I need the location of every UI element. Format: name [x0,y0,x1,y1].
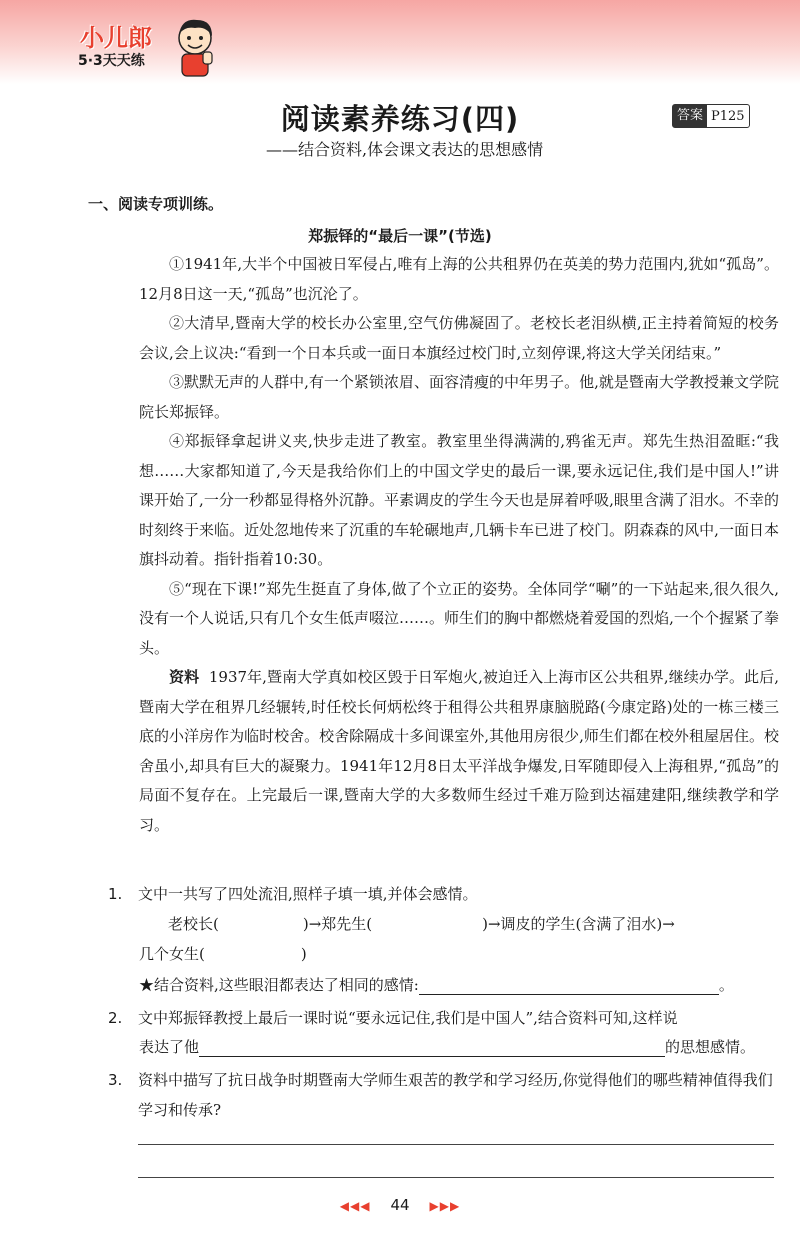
material-paragraph [139,663,779,840]
page-number: 44 [390,1196,410,1214]
page-subtitle: ——结合资料,体会课文表达的思想感情 [266,140,544,159]
question-1-text: 文中一共写了四处流泪,照样子填一填,并体会感情。 [138,885,478,903]
question-2-number: 2. [108,1009,123,1027]
answer-label: 答案 [673,105,707,127]
q2-fill-row [139,1036,755,1057]
q3-answer-line-1[interactable] [138,1144,774,1145]
article-body [139,250,779,840]
q2-line-end: 的思想感情。 [665,1038,756,1056]
question-3-number: 3. [108,1071,123,1089]
paragraph-1: ①1941年,大半个中国被日军侵占,唯有上海的公共租界仍在英美的势力范围内,犹如“孤岛”。12月8日这一天,“孤岛”也沉沦了。 [139,255,779,303]
q1-old-principal-label: 老校长( [168,915,219,933]
question-2-text: 文中郑振铎教授上最后一课时说“要永远记住,我们是中国人”,结合资料可知,这样说 [138,1009,678,1027]
q1-girls-label: 几个女生( [139,945,205,963]
question-1 [108,880,778,910]
q1-fill-row-1 [168,913,675,934]
material-label: 资料 [169,668,200,686]
answer-reference [672,104,750,128]
paragraph-3: ③默默无声的人群中,有一个紧锁浓眉、面容清瘦的中年男子。他,就是暨南大学教授兼文学院院长郑振铎。 [139,373,779,421]
paragraph-2: ②大清早,暨南大学的校长办公室里,空气仿佛凝固了。老校长老泪纵横,正主持着简短的校务会议,会上议决:“看到一个日本兵或一面日本旗经过校门时,立刻停课,将这大学关闭结束。” [139,314,779,362]
q2-blank[interactable] [199,1038,665,1057]
q1-star-blank[interactable] [419,976,719,995]
answer-page: P125 [711,108,745,124]
q1-fill-row-2 [139,943,307,964]
material-text: 1937年,暨南大学真如校区毁于日军炮火,被迫迁入上海市区公共租界,继续办学。此后,暨南大学在租界几经辗转,时任校长何炳松终于租得公共租界康脑脱路(今康定路)处的一栋三楼三底的小洋房作为临时校舍。校舍除隔成十多间课室外,其他用房很少,师生们都在校外租屋居住。校舍虽小,却具有巨大的凝聚力。1941年12月8日太平洋战争爆发,日军随即侵入上海租界,“孤岛”的局面不复存在。上完最后一课,暨南大学的大多数师生经过千难万险到达福建建阳,继续教学和学习。 [139,668,779,834]
page-title: 阅读素养练习(四) [280,102,520,136]
q1-girls-close: ) [300,945,307,963]
paragraph-4: ④郑振铎拿起讲义夹,快步走进了教室。教室里坐得满满的,鸦雀无声。郑先生热泪盈眶:“我想……大家都知道了,今天是我给你们上的中国文学史的最后一课,要永远记住,我们是中国人!”讲课开始了,一分一秒都显得格外沉静。平素调皮的学生今天也是屏着呼吸,眼里含满了泪水。不幸的时刻终于来临。近处忽地传来了沉重的车轮碾地声,几辆卡车已进了校门。阴森森的风中,一面日本旗抖动着。指针指着10:30。 [139,432,779,568]
logo-text: 小儿郎 [80,24,152,52]
q1-star-row [139,974,734,995]
question-2 [108,1004,778,1034]
question-3 [108,1066,778,1125]
right-arrows-icon: ▶▶▶ [429,1199,461,1213]
q1-students-label: )→调皮的学生(含满了泪水)→ [482,915,675,933]
q1-star-end: 。 [718,976,734,994]
brand-logo [74,14,224,84]
section-heading: 一、阅读专项训练。 [88,195,224,213]
page-footer [0,1196,800,1214]
question-3-text: 资料中描写了抗日战争时期暨南大学师生艰苦的教学和学习经历,你觉得他们的哪些精神值得我们学习和传承? [138,1071,773,1119]
q1-star-text: ★结合资料,这些眼泪都表达了相同的感情: [139,976,419,994]
logo-subtitle: 5·3天天练 [78,53,145,69]
q1-mr-zheng-label: )→郑先生( [302,915,373,933]
left-arrows-icon: ◀◀◀ [339,1199,371,1213]
mascot-boy-icon [170,14,220,78]
q2-line-start: 表达了他 [139,1038,200,1056]
paragraph-5: ⑤“现在下课!”郑先生挺直了身体,做了个立正的姿势。全体同学“唰”的一下站起来,很久很久,没有一个人说话,只有几个女生低声啜泣……。师生们的胸中都燃烧着爱国的烈焰,一个个握紧了拳头。 [139,579,779,657]
article-title: 郑振铎的“最后一课”(节选) [308,227,492,245]
question-1-number: 1. [108,885,123,903]
q3-answer-line-2[interactable] [138,1177,774,1178]
